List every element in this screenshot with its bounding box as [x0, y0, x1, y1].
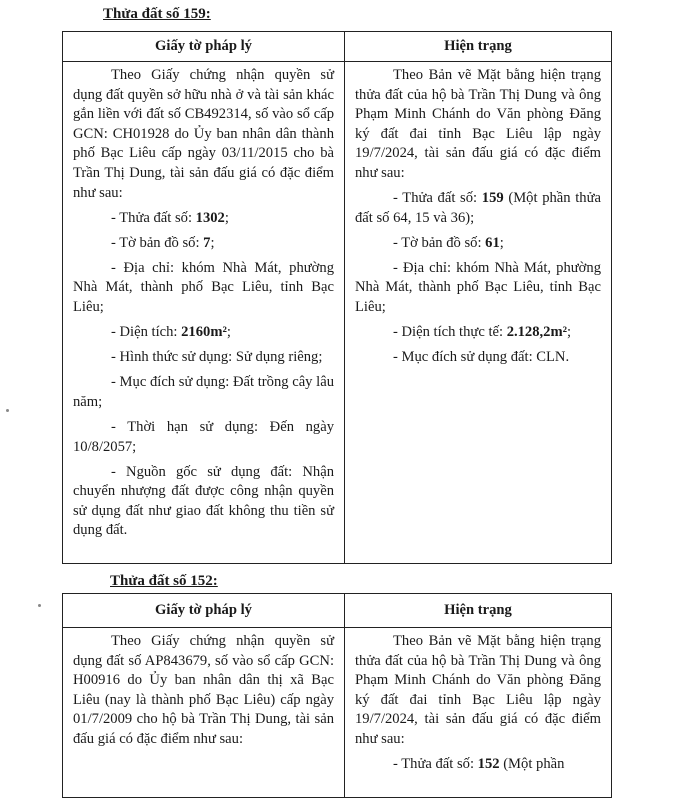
field-value: 1302 [195, 209, 225, 226]
paragraph: Theo Giấy chứng nhận quyền sử dụng đất quyền sở hữu nhà ở và tài sản khác gắn liền với đất số CB492314, số vào sổ cấp GCN: CH01928 do Ủy ban nhân dân thành phố Bạc Liêu cấp ngày 03/11/2015 cho bà Trần Thị Dung, tài sản đấu giá có đặc điểm như sau: [73, 67, 334, 201]
paragraph [355, 323, 601, 343]
paragraph: - Hình thức sử dụng: Sử dụng riêng; [111, 349, 323, 366]
field-label: - Thửa đất số: [393, 756, 478, 773]
field-suffix: ; [224, 209, 229, 226]
field-suffix: (Một phần thửa đất số 64, 15 và 36); [355, 190, 601, 226]
field-value: 61 [485, 234, 500, 251]
paragraph [73, 234, 334, 254]
paragraph: - Nguồn gốc sử dụng đất: Nhận chuyển nhượng đất được công nhận quyền sử dụng đất như giao đất không thu tiền sử dụng đất. [73, 463, 334, 539]
paragraph: Theo Bản vẽ Mặt bằng hiện trạng thửa đất của hộ bà Trần Thị Dung và ông Phạm Minh Chánh do Văn phòng Đăng ký đất đai tỉnh Bạc Liêu lập ngày 19/7/2024, tài sản đấu giá có đặc điểm như sau: [355, 67, 601, 181]
paragraph: - Địa chỉ: khóm Nhà Mát, phường Nhà Mát, thành phố Bạc Liêu, tỉnh Bạc Liêu; [355, 259, 601, 316]
field-value: 2160m² [181, 324, 227, 341]
paragraph: - Địa chỉ: khóm Nhà Mát, phường Nhà Mát, thành phố Bạc Liêu, tỉnh Bạc Liêu; [73, 259, 334, 316]
field-label: - Diện tích: [111, 324, 182, 341]
field-value: 159 [481, 190, 504, 207]
parcel-159-col-status-header: Hiện trạng [345, 32, 612, 62]
field-value: 7 [203, 234, 211, 251]
paragraph [73, 209, 334, 229]
field-label: - Diện tích thực tế: [393, 324, 507, 341]
field-suffix: ; [210, 234, 215, 251]
field-value: 2.128,2m² [506, 324, 568, 341]
field-suffix: ; [567, 324, 572, 341]
parcel-152-title: Thửa đất số 152: [110, 573, 218, 589]
field-label: - Thửa đất số: [393, 190, 482, 207]
parcel-159-table [62, 31, 612, 564]
paragraph [355, 234, 601, 254]
scan-speck [6, 409, 9, 412]
parcel-159-status-cell [345, 62, 611, 377]
paragraph [355, 189, 601, 228]
field-suffix: ; [499, 234, 504, 251]
field-label: - Thửa đất số: [111, 209, 196, 226]
paragraph: Theo Bản vẽ Mặt bằng hiện trạng thửa đất của hộ bà Trần Thị Dung và ông Phạm Minh Chánh do Văn phòng Đăng ký đất đai tỉnh Bạc Liêu lập ngày 19/7/2024, tài sản đấu giá có đặc điểm như sau: [355, 633, 601, 747]
field-suffix: (Một phần [499, 756, 565, 773]
paragraph: - Mục đích sử dụng đất: CLN. [393, 349, 570, 366]
parcel-152-table [62, 593, 612, 798]
field-label: - Tờ bản đồ số: [111, 234, 204, 251]
field-suffix: ; [226, 324, 231, 341]
paragraph: - Mục đích sử dụng: Đất trồng cây lâu năm; [73, 374, 334, 410]
paragraph [355, 755, 601, 775]
paragraph: Theo Giấy chứng nhận quyền sử dụng đất số AP843679, số vào sổ cấp GCN: H00916 do Ủy ban nhân dân thị xã Bạc Liêu (nay là thành phố Bạc Liêu) cấp ngày 01/7/2009 cho hộ bà Trần Thị Dung, tài sản đấu giá có đặc điểm như sau: [73, 633, 334, 747]
parcel-159-col-legal-header: Giấy tờ pháp lý [63, 32, 345, 62]
parcel-152-col-status-header: Hiện trạng [345, 594, 612, 628]
field-value: 152 [477, 756, 500, 773]
scan-speck [38, 604, 41, 607]
parcel-159-legal-cell [63, 62, 344, 551]
parcel-152-legal-cell [63, 628, 344, 759]
paragraph: - Thời hạn sử dụng: Đến ngày 10/8/2057; [73, 419, 334, 455]
parcel-152-status-cell [345, 628, 611, 784]
field-label: - Tờ bản đồ số: [393, 234, 486, 251]
parcel-152-col-legal-header: Giấy tờ pháp lý [63, 594, 345, 628]
paragraph [73, 323, 334, 343]
parcel-159-title: Thửa đất số 159: [103, 6, 211, 22]
